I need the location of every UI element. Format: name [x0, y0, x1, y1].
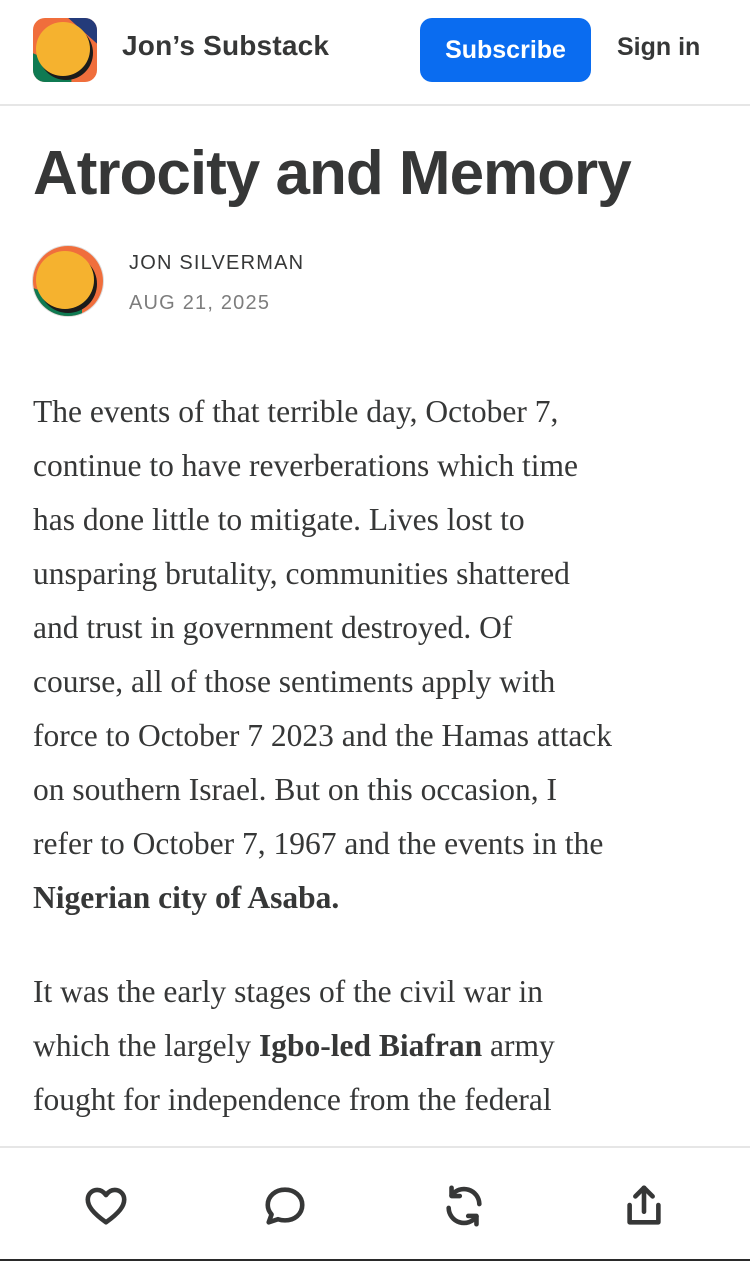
publication-logo[interactable]	[33, 18, 97, 82]
author-avatar[interactable]	[33, 246, 103, 316]
text-line	[33, 871, 723, 925]
text-line: unsparing brutality, communities shattered	[33, 556, 570, 591]
bold-text: Igbo-led Biafran	[258, 1028, 483, 1063]
text-line: and trust in government destroyed. Of	[33, 610, 513, 645]
site-name[interactable]: Jon’s Substack	[122, 30, 330, 61]
publish-date: AUG 21, 2025	[129, 292, 271, 314]
bottom-action-bar	[0, 1146, 750, 1261]
text-line: The events of that terrible day, October 7,	[33, 394, 559, 429]
header	[0, 0, 750, 106]
text-line: on southern Israel. But on this occasion, I	[33, 772, 558, 807]
comment-icon[interactable]	[261, 1182, 309, 1230]
heart-icon[interactable]	[82, 1182, 130, 1230]
paragraph	[33, 385, 723, 925]
text-line: It was the early stages of the civil war in	[33, 974, 543, 1009]
text-line: refer to October 7, 1967 and the events in the	[33, 826, 604, 861]
share-icon[interactable]	[620, 1182, 668, 1230]
subscribe-button[interactable]: Subscribe	[420, 18, 591, 82]
sign-in-link[interactable]: Sign in	[617, 33, 701, 61]
paragraph	[33, 965, 723, 1127]
article-body	[33, 385, 723, 1167]
text-line: continue to have reverberations which time	[33, 448, 578, 483]
bold-text: Nigerian city of Asaba.	[33, 880, 340, 915]
restack-icon[interactable]	[440, 1182, 488, 1230]
article-title: Atrocity and Memory	[33, 139, 631, 208]
text-line: fought for independence from the federal	[33, 1082, 552, 1117]
text-line: course, all of those sentiments apply with	[33, 664, 556, 699]
text-span: which the largely	[33, 1028, 259, 1063]
author-name[interactable]: JON SILVERMAN	[129, 252, 305, 274]
text-line	[33, 1019, 723, 1073]
text-span: army	[482, 1028, 555, 1063]
text-line: force to October 7 2023 and the Hamas attack	[33, 718, 613, 753]
text-line: has done little to mitigate. Lives lost to	[33, 502, 525, 537]
